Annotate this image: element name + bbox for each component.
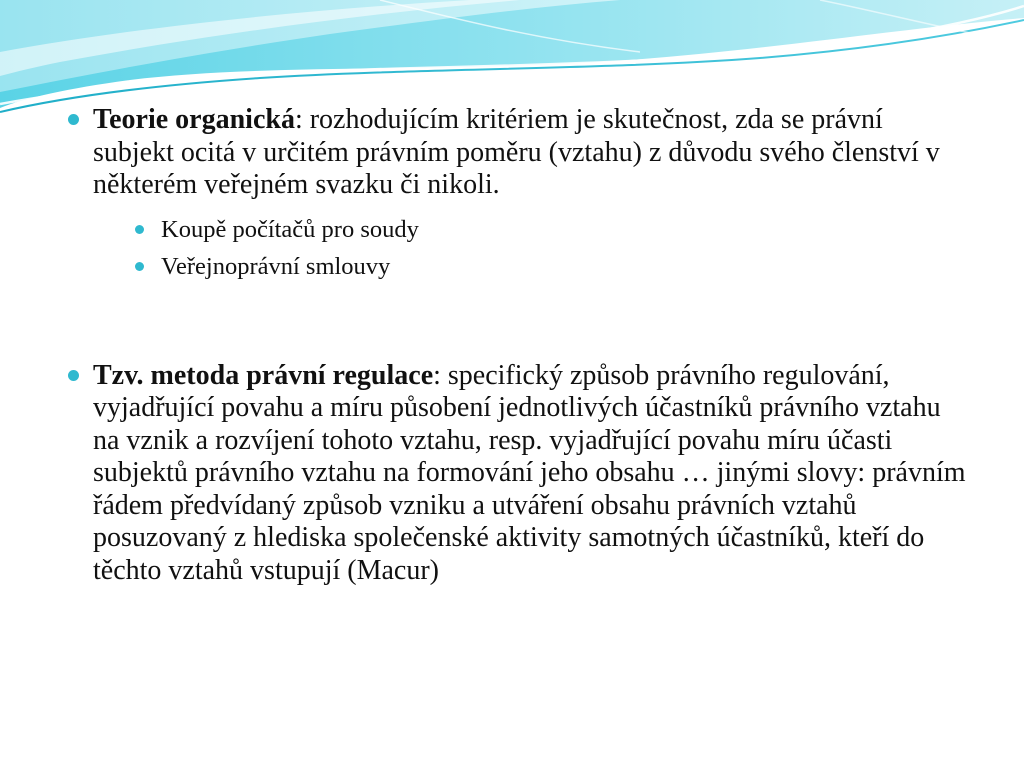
sub-item-contracts — [93, 248, 966, 285]
bullet-term: Teorie organická — [93, 104, 295, 135]
sub-bullet-dot-icon — [135, 262, 144, 271]
bullet-item-organic-theory — [66, 104, 966, 285]
bullet-dot-icon — [68, 114, 79, 125]
sub-bullet-dot-icon — [135, 225, 144, 234]
slide-content — [66, 104, 966, 587]
header-wave-decoration — [0, 0, 1024, 120]
bullet-text: : rozhodujícím kritériem je skutečnost, zda se právní subjekt ocitá v určitém právním poměru (vztahu) z důvodu svého členství v některém veřejném svazku či nikoli. — [93, 104, 940, 200]
sub-item-label: Koupě počítačů pro soudy — [161, 215, 419, 243]
bullet-text: : specifický způsob právního regulování, vyjadřující povahu a míru působení jednotlivých účastníků právního vztahu na vznik a rozvíjení tohoto vztahu, resp. vyjadřující povahu míru účasti subjektů právního vztahu na formování jeho obsahu … jinými slovy: právním řádem předvídaný způsob vzniku a utváření obsahu právních vztahů posuzovaný z hlediska společenské aktivity samotných účastníků, kteří do těchto vztahů vstupují (Macur) — [93, 359, 966, 586]
bullet-term: Tzv. metoda právní regulace — [93, 359, 434, 391]
sub-item-label: Veřejnoprávní smlouvy — [161, 252, 391, 280]
bullet-item-regulation-method — [66, 360, 966, 588]
sub-list — [93, 211, 966, 285]
sub-item-computers — [93, 211, 966, 248]
bullet-dot-icon — [68, 370, 79, 381]
